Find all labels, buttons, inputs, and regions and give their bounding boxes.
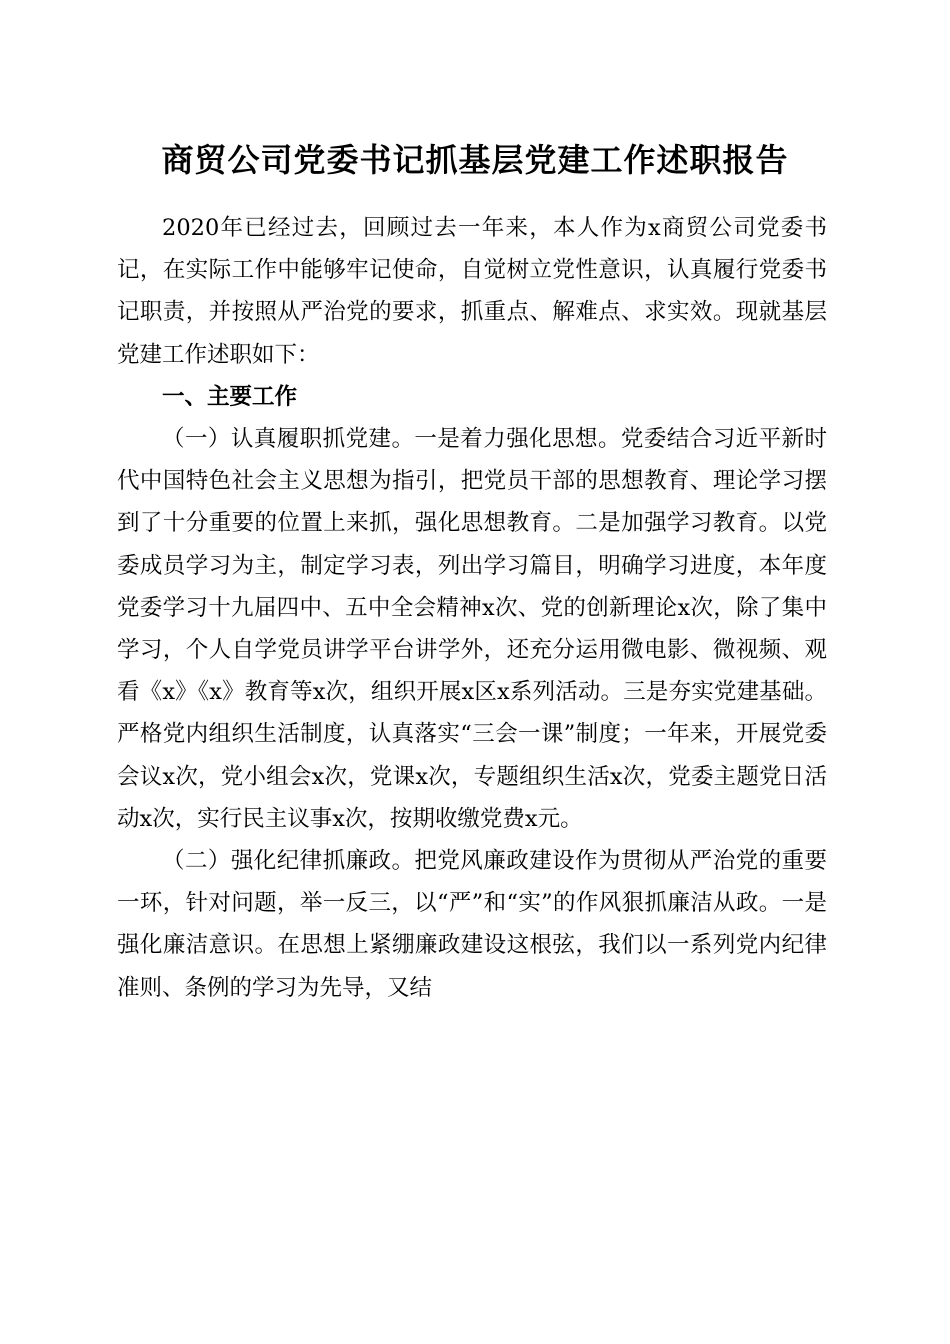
document-body	[117, 207, 827, 1009]
paragraph-party-building-text: 一是着力强化思想。党委结合习近平新时代中国特色社会主义思想为指引，把党员干部的思想教育、理论学习摆到了十分重要的位置上来抓，强化思想教育。二是加强学习教育。以党委成员学习为主，制定学习表，列出学习篇目，明确学习进度，本年度党委学习十九届四中、五中全会精神x次、党的创新理论x次，除了集中学习，个人自学党员讲学平台讲学外，还充分运用微电影、微视频、观看《x》《x》教育等x次，组织开展x区x系列活动。三是夯实党建基础。严格党内组织生活制度，认真落实“三会一课”制度；一年来，开展党委会议x次，党小组会x次，党课x次，专题组织生活x次，党委主题党日活动x次，实行民主议事x次，按期收缴党费x元。	[117, 426, 827, 832]
section-heading-main-work: 一、主要工作	[162, 383, 298, 410]
document-title: 商贸公司党委书记抓基层党建工作述职报告	[161, 141, 789, 179]
subheading-discipline: （二）强化纪律抓廉政。	[162, 848, 415, 875]
paragraph-discipline-text: 把党风廉政建设作为贯彻从严治党的重要一环，针对问题，举一反三，以“严”和“实”的作风狠抓廉洁从政。一是强化廉洁意识。在思想上紧绷廉政建设这根弦，我们以一系列党内纪律准则、条例的学习为先导，又结	[117, 848, 827, 1001]
intro-paragraph: 2020年已经过去，回顾过去一年来，本人作为x商贸公司党委书记，在实际工作中能够牢记使命，自觉树立党性意识，认真履行党委书记职责，并按照从严治党的要求，抓重点、解难点、求实效。现就基层党建工作述职如下：	[117, 215, 827, 368]
paragraph-discipline	[117, 840, 827, 1009]
paragraph-party-building	[117, 418, 827, 840]
subheading-party-building: （一）认真履职抓党建。	[162, 426, 415, 453]
